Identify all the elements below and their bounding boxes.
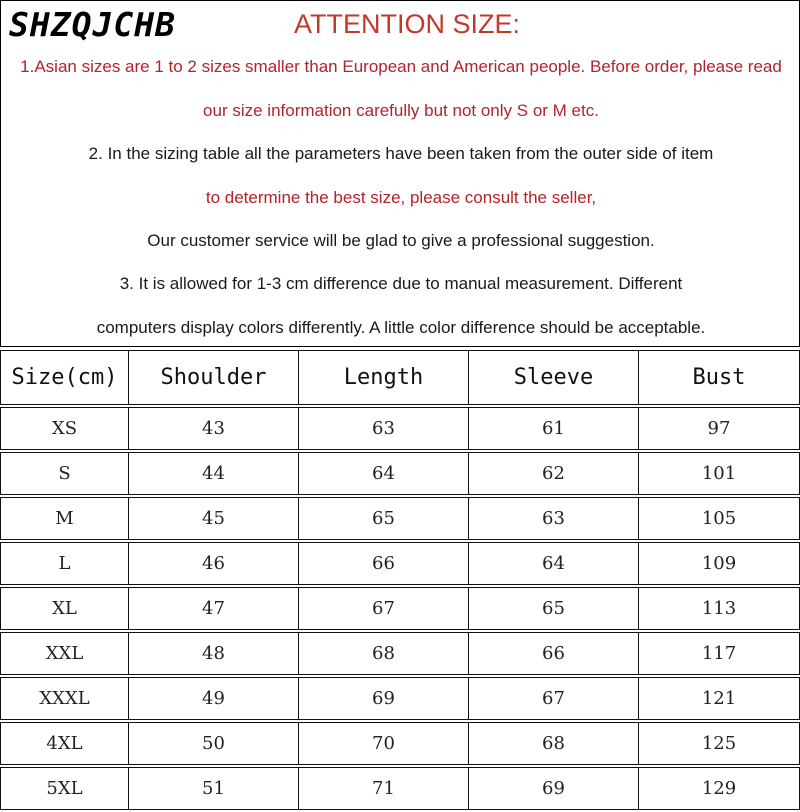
table-row: [0, 542, 800, 585]
size-cell: M: [0, 497, 128, 540]
notice-line-2: our size information carefully but not only S or M etc.: [203, 101, 599, 120]
header-sleeve: Sleeve: [468, 350, 638, 405]
notice-line-4: to determine the best size, please consult the seller,: [205, 188, 597, 207]
length-cell: 71: [298, 767, 468, 810]
shoulder-cell: 49: [128, 677, 298, 720]
table-row: [0, 497, 800, 540]
table-header-row: [0, 350, 800, 405]
size-chart-table: [0, 348, 800, 812]
notice-line-1: 1.Asian sizes are 1 to 2 sizes smaller than European and American people. Before order, please read: [20, 57, 782, 76]
length-cell: 64: [298, 452, 468, 495]
length-cell: 63: [298, 407, 468, 450]
sleeve-cell: 63: [468, 497, 638, 540]
shoulder-cell: 43: [128, 407, 298, 450]
size-cell: XXL: [0, 632, 128, 675]
sleeve-cell: 69: [468, 767, 638, 810]
sleeve-cell: 65: [468, 587, 638, 630]
bust-cell: 113: [638, 587, 800, 630]
shoulder-cell: 44: [128, 452, 298, 495]
size-cell: 5XL: [0, 767, 128, 810]
brand-logo: SHZQJCHB: [9, 5, 176, 44]
size-cell: L: [0, 542, 128, 585]
size-cell: XS: [0, 407, 128, 450]
attention-notice: [0, 0, 800, 347]
table-row: [0, 722, 800, 765]
header-length: Length: [298, 350, 468, 405]
table-row: [0, 677, 800, 720]
header-shoulder: Shoulder: [128, 350, 298, 405]
header-bust: Bust: [638, 350, 800, 405]
shoulder-cell: 47: [128, 587, 298, 630]
table-row: [0, 632, 800, 675]
sleeve-cell: 66: [468, 632, 638, 675]
notice-line-5: Our customer service will be glad to give a professional suggestion.: [147, 231, 655, 250]
notice-line-7: computers display colors differently. A little color difference should be acceptable.: [96, 318, 706, 337]
bust-cell: 121: [638, 677, 800, 720]
notice-line-3: 2. In the sizing table all the parameters have been taken from the outer side of item: [88, 144, 714, 163]
size-cell: 4XL: [0, 722, 128, 765]
table-row: [0, 767, 800, 810]
shoulder-cell: 45: [128, 497, 298, 540]
length-cell: 67: [298, 587, 468, 630]
table-row: [0, 452, 800, 495]
attention-title: ATTENTION SIZE:: [294, 9, 521, 39]
sleeve-cell: 68: [468, 722, 638, 765]
size-cell: XL: [0, 587, 128, 630]
shoulder-cell: 48: [128, 632, 298, 675]
notice-line-6: 3. It is allowed for 1-3 cm difference due to manual measurement. Different: [119, 274, 683, 293]
shoulder-cell: 46: [128, 542, 298, 585]
bust-cell: 105: [638, 497, 800, 540]
length-cell: 69: [298, 677, 468, 720]
bust-cell: 109: [638, 542, 800, 585]
length-cell: 68: [298, 632, 468, 675]
sleeve-cell: 61: [468, 407, 638, 450]
size-cell: S: [0, 452, 128, 495]
table-row: [0, 587, 800, 630]
shoulder-cell: 51: [128, 767, 298, 810]
size-cell: XXXL: [0, 677, 128, 720]
length-cell: 66: [298, 542, 468, 585]
shoulder-cell: 50: [128, 722, 298, 765]
bust-cell: 101: [638, 452, 800, 495]
bust-cell: 117: [638, 632, 800, 675]
header-size: Size(cm): [0, 350, 128, 405]
bust-cell: 125: [638, 722, 800, 765]
table-row: [0, 407, 800, 450]
length-cell: 65: [298, 497, 468, 540]
bust-cell: 129: [638, 767, 800, 810]
bust-cell: 97: [638, 407, 800, 450]
sleeve-cell: 67: [468, 677, 638, 720]
length-cell: 70: [298, 722, 468, 765]
sleeve-cell: 62: [468, 452, 638, 495]
sleeve-cell: 64: [468, 542, 638, 585]
